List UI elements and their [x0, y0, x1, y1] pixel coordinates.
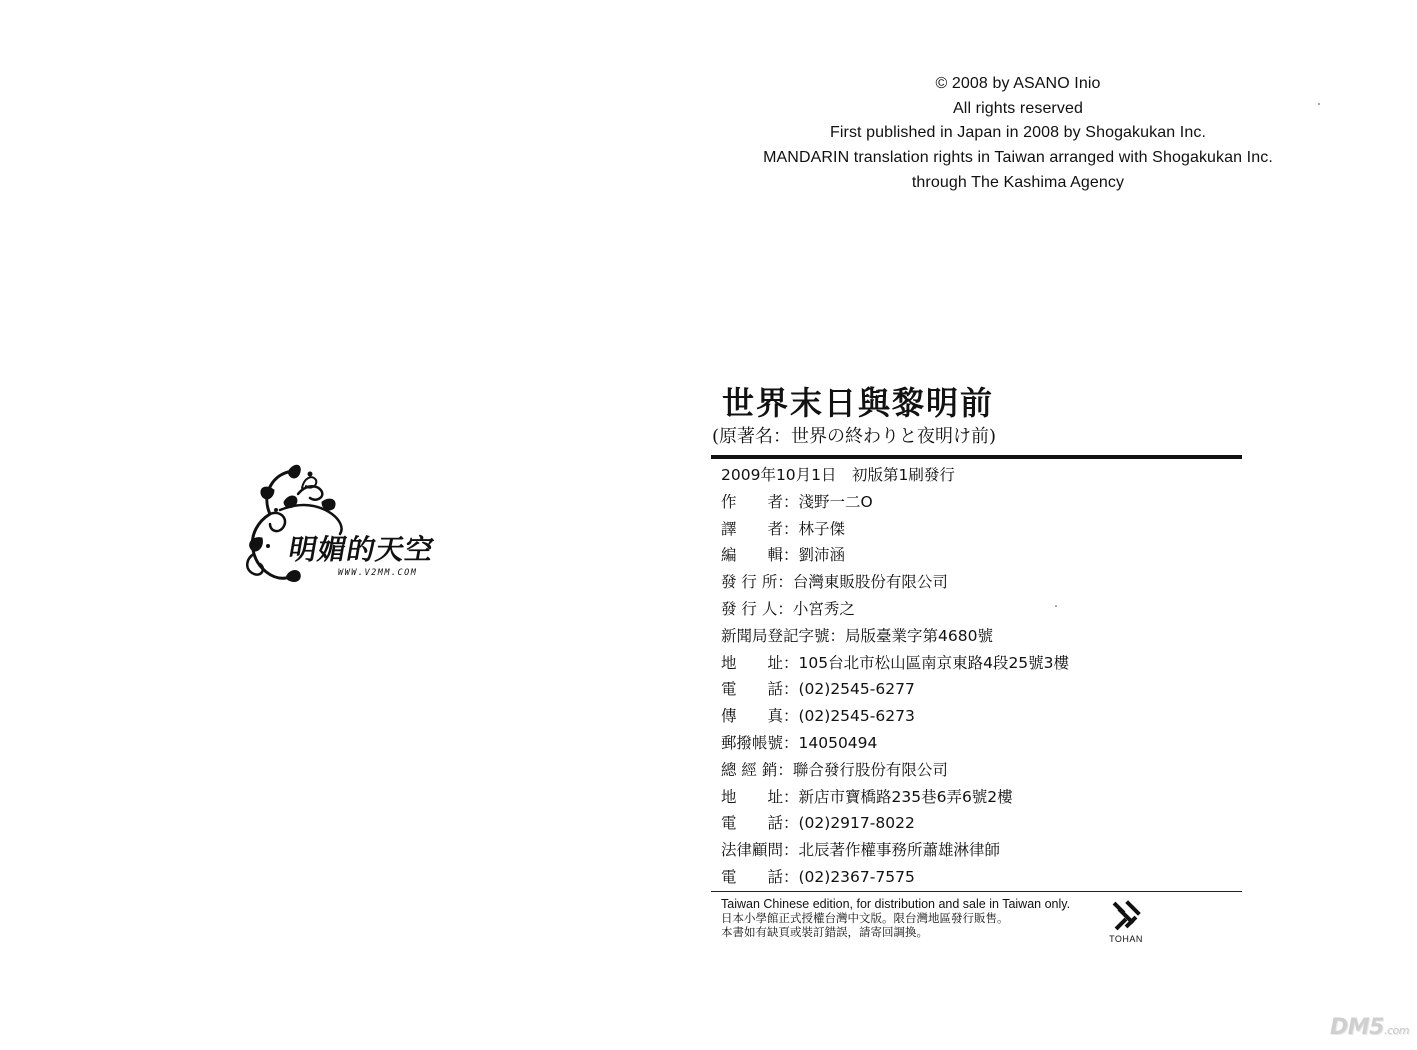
colophon-row: 譯 者：林子傑 — [721, 519, 846, 538]
original-title: (原著名：世界の終わりと夜明け前) — [712, 426, 997, 447]
logo-text: 明媚的天空 — [286, 533, 438, 566]
colophon-row: 郵撥帳號：14050494 — [721, 733, 878, 752]
tohan-label: TOHAN — [1109, 934, 1143, 944]
return-note: 本書如有缺頁或裝訂錯誤，請寄回調換。 — [721, 925, 928, 939]
colophon-row: 新聞局登記字號：局版臺業字第4680號 — [721, 626, 993, 645]
colophon-row: 作 者：淺野一二O — [721, 492, 873, 511]
copyright-line: First published in Japan in 2008 by Shogakukan Inc. — [829, 124, 1206, 142]
colophon-row: 編 輯：劉沛涵 — [721, 546, 846, 565]
colophon-list — [721, 462, 1069, 891]
copyright-line: © 2008 by ASANO Inio — [935, 75, 1101, 92]
distribution-note: Taiwan Chinese edition, for distribution and sale in Taiwan only. — [721, 897, 1071, 911]
speck — [1055, 605, 1057, 607]
colophon-row: 發 行 人：小宮秀之 — [721, 599, 855, 618]
colophon-row: 電 話：(02)2917-8022 — [721, 814, 915, 833]
title-divider — [711, 455, 1242, 459]
copyright-block — [720, 72, 1316, 196]
speck — [1318, 103, 1320, 105]
license-note: 日本小學館正式授權台灣中文版。限台灣地區發行販售。 — [721, 911, 1009, 925]
watermark — [1330, 1015, 1409, 1040]
copyright-line: All rights reserved — [953, 99, 1083, 117]
copyright-line: MANDARIN translation rights in Taiwan arranged with Shogakukan Inc. — [763, 149, 1273, 167]
footer-notes — [721, 897, 1070, 939]
colophon-row: 電 話：(02)2367-7575 — [721, 867, 915, 886]
colophon-row: 地 址：新店市寶橋路235巷6弄6號2樓 — [721, 787, 1013, 806]
colophon-row: 傳 真：(02)2545-6273 — [721, 707, 915, 726]
colophon-row: 總 經 銷：聯合發行股份有限公司 — [721, 760, 948, 779]
footer-divider — [711, 891, 1242, 892]
colophon-row: 2009年10月1日 初版第1刷發行 — [721, 466, 955, 484]
colophon-row: 電 話：(02)2545-6277 — [721, 680, 915, 699]
colophon-row: 法律顧問：北辰著作權事務所蕭雄淋律師 — [721, 841, 1001, 860]
colophon-row: 地 址：105台北市松山區南京東路4段25號3樓 — [721, 653, 1070, 672]
logo-url: WWW.V2MM.COM — [338, 568, 418, 578]
copyright-line: through The Kashima Agency — [911, 173, 1125, 191]
watermark-sub: .com — [1384, 1024, 1409, 1037]
colophon-row: 發 行 所：台灣東販股份有限公司 — [721, 573, 948, 592]
watermark-text: DM5 — [1330, 1015, 1384, 1040]
book-title: 世界末日與黎明前 — [722, 384, 995, 422]
